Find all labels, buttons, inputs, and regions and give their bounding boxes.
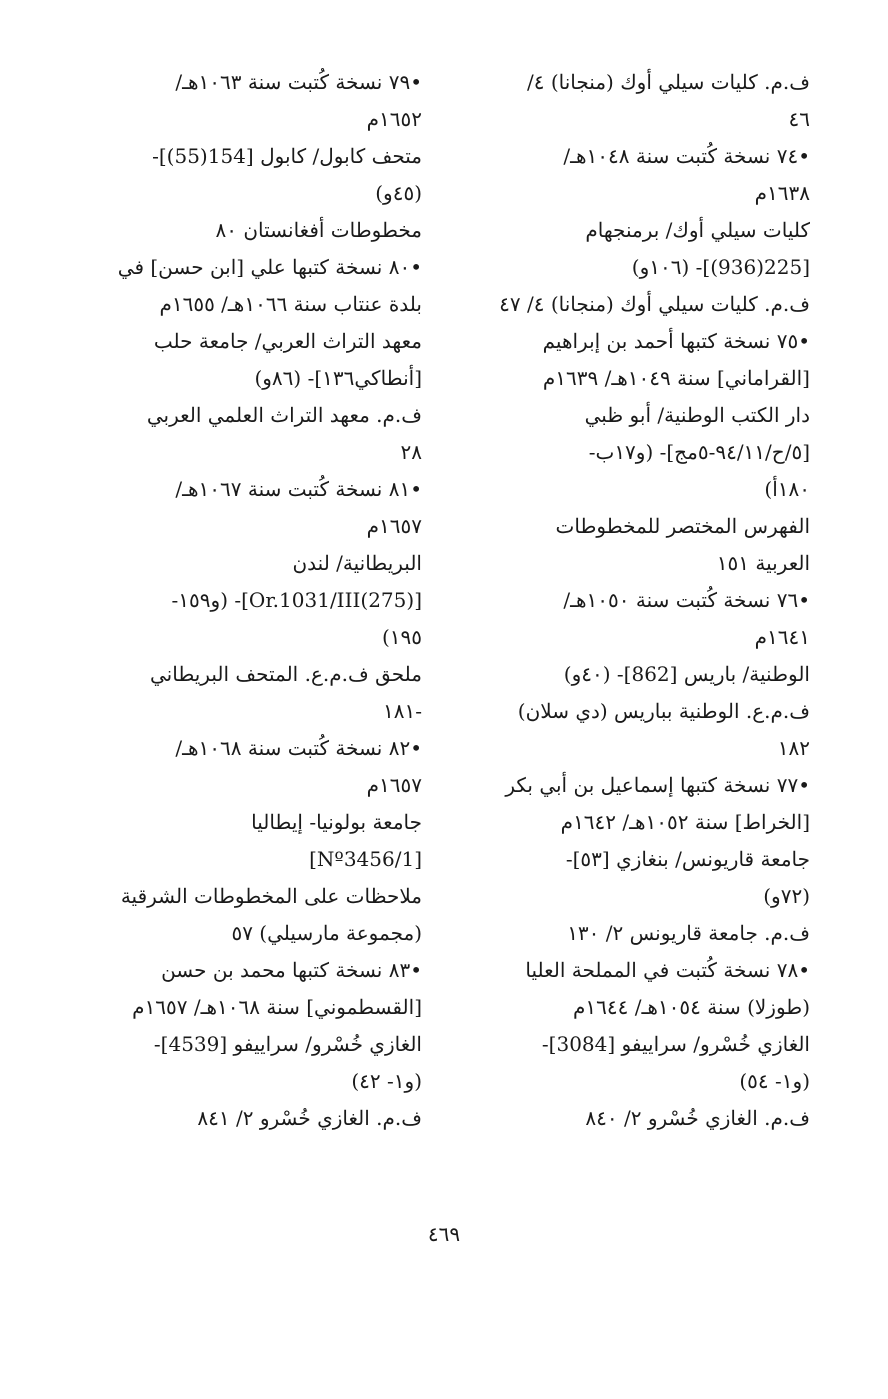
right-column-line: ف.م.ع. الوطنية بباريس (دي سلان) [517,699,810,723]
right-column-line: العربية ١٥١ [716,551,810,575]
left-column-line: ١٦٥٢م [366,107,422,131]
left-column-line: البريطانية/ لندن [292,551,422,575]
right-column-line: [225(936)]- (١٠٦و) [631,255,810,279]
left-column-line: ١٦٥٧م [366,514,422,538]
left-column-line: •٨٠ نسخة كتبها علي [ابن حسن] في [117,255,422,279]
left-column-line: ملاحظات على المخطوطات الشرقية [120,884,422,908]
left-column-line: •٧٩ نسخة كُتبت سنة ١٠٦٣هـ/ [175,70,422,94]
right-column-line: دار الكتب الوطنية/ أبو ظبي [584,403,810,427]
left-column-line: •٨٣ نسخة كتبها محمد بن حسن [161,958,422,982]
left-column-line: [أنطاكي١٣٦]- (٨٦و) [254,366,422,390]
right-column-line: ٤٦ [788,107,810,131]
right-column-line: ١٦٤١م [754,625,810,649]
right-column-line: ف.م. كليات سيلي أوك (منجانا) ٤/ [526,70,810,94]
left-column-line: •٨١ نسخة كُتبت سنة ١٠٦٧هـ/ [175,477,422,501]
left-column-line: جامعة بولونيا- إيطاليا [251,810,422,834]
right-column-line: •٧٦ نسخة كُتبت سنة ١٠٥٠هـ/ [563,588,810,612]
right-column-line: ١٨٢ [777,736,810,760]
left-column-line: الغازي خُسْرو/ سراييفو [4539]- [153,1032,422,1056]
right-column-line: •٧٨ نسخة كُتبت في المملحة العليا [525,958,810,982]
left-column-line: [القسطموني] سنة ١٠٦٨هـ/ ١٦٥٧م [132,995,422,1019]
right-column-line: ف.م. كليات سيلي أوك (منجانا) ٤/ ٤٧ [499,292,810,316]
left-column-line: ١٦٥٧م [366,773,422,797]
right-column-line: ف.م. الغازي خُسْرو ٢/ ٨٤٠ [585,1106,810,1130]
page-number: ٤٦٩ [427,1222,461,1246]
left-column-line: (مجموعة مارسيلي) ٥٧ [231,921,422,945]
left-column-line: مخطوطات أفغانستان ٨٠ [215,218,422,242]
left-column-line: متحف كابول/ كابول [154(55)]- [152,144,422,168]
right-column-line: •٧٤ نسخة كُتبت سنة ١٠٤٨هـ/ [563,144,810,168]
left-column-line: ١٩٥) [381,625,422,649]
right-column-line: [القراماني] سنة ١٠٤٩هـ/ ١٦٣٩م [542,366,810,390]
right-column-line: الوطنية/ باريس [862]- (٤٠و) [563,662,810,686]
left-column-line: ف.م. معهد التراث العلمي العربي [146,403,422,427]
left-column-line: [Nº3456/1] [309,847,422,871]
right-column-line: ف.م. جامعة قاريونس ٢/ ١٣٠ [567,921,810,945]
left-column-line: ف.م. الغازي خُسْرو ٢/ ٨٤١ [197,1106,422,1130]
right-column-line: (٧٢و) [763,884,810,908]
right-column-line: جامعة قاريونس/ بنغازي [٥٣]- [565,847,810,871]
right-column-line: [الخراط] سنة ١٠٥٢هـ/ ١٦٤٢م [560,810,810,834]
right-column-line: •٧٥ نسخة كتبها أحمد بن إبراهيم [542,329,810,353]
left-column-line: (و١- ٤٢) [351,1069,422,1093]
right-column-line: الغازي خُسْرو/ سراييفو [3084]- [541,1032,810,1056]
right-column-line: كليات سيلي أوك/ برمنجهام [585,218,810,242]
right-column-line: ١٨٠أ) [764,477,810,501]
right-column [470,64,810,1137]
right-column-line: ١٦٣٨م [754,181,810,205]
right-column-line: •٧٧ نسخة كتبها إسماعيل بن أبي بكر [505,773,810,797]
left-column-line: -١٨١ [383,699,422,723]
right-column-line: الفهرس المختصر للمخطوطات [555,514,810,538]
left-column-line: (٤٥و) [375,181,422,205]
left-column-line: •٨٢ نسخة كُتبت سنة ١٠٦٨هـ/ [175,736,422,760]
left-column-line: بلدة عنتاب سنة ١٠٦٦هـ/ ١٦٥٥م [159,292,422,316]
right-column-line: (و١- ٥٤) [739,1069,810,1093]
right-column-line: [٥/ح/٩٤/١١-٥مج]- (و١٧ب- [588,440,810,464]
left-column [88,64,422,1137]
left-column-line: [(275)Or.1031/III]- (و١٥٩- [171,588,422,612]
left-column-line: ملحق ف.م.ع. المتحف البريطاني [149,662,422,686]
right-column-line: (طوزلا) سنة ١٠٥٤هـ/ ١٦٤٤م [573,995,810,1019]
left-column-line: معهد التراث العربي/ جامعة حلب [153,329,422,353]
left-column-line: ٢٨ [400,440,422,464]
